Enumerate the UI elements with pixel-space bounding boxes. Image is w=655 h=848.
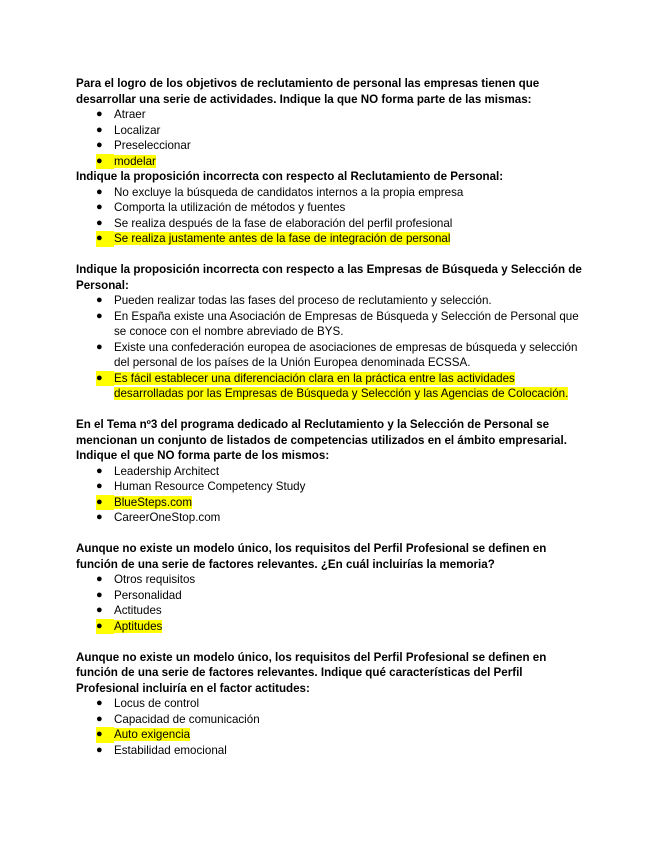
list-item [76, 495, 586, 511]
bullet-icon: ● [96, 231, 114, 247]
option-text: Human Resource Competency Study [114, 480, 306, 493]
option-text: Actitudes [114, 604, 162, 617]
bullet-icon: ● [96, 371, 114, 387]
list-item [76, 572, 586, 588]
option-text: Pueden realizar todas las fases del proceso de reclutamiento y selección. [114, 294, 492, 307]
option-text: Localizar [114, 123, 161, 137]
bullet-icon: ● [96, 340, 103, 353]
list-item [76, 510, 586, 526]
list-item [76, 231, 586, 247]
option-text: Leadership Architect [114, 464, 220, 478]
list-item [76, 464, 586, 480]
list-item [76, 696, 586, 712]
bullet-icon: ● [96, 108, 103, 120]
bullet-icon: ● [96, 154, 114, 170]
bullet-icon: ● [96, 511, 103, 523]
list-item [76, 216, 586, 232]
question-text: Para el logro de los objetivos de reclutamiento de personal las empresas tienen que desarrollar una serie de actividades. Indique la que NO forma parte de las mismas: [76, 77, 540, 106]
bullet-icon: ● [96, 201, 103, 213]
list-item [76, 619, 586, 635]
highlighted-answer: modelar [114, 154, 156, 168]
bullet-icon: ● [96, 309, 103, 322]
bullet-icon: ● [96, 712, 103, 725]
list-item [76, 588, 586, 604]
option-text: Capacidad de comunicación [114, 712, 260, 726]
bullet-icon: ● [96, 185, 103, 198]
option-text: Personalidad [114, 588, 182, 602]
highlighted-answer: BlueSteps.com [114, 495, 192, 509]
question-text: Aunque no existe un modelo único, los requisitos del Perfil Profesional se definen en función de una serie de factores relevantes. ¿En cuál incluirías la memoria? [76, 542, 547, 571]
list-item [76, 340, 586, 371]
option-text: Existe una confederación europea de asociaciones de empresas de búsqueda y selección del personal de los países de la Unión Europea denominada ECSSA. [114, 340, 578, 369]
option-text: CareerOneStop.com [114, 511, 221, 524]
question-text: Indique la proposición incorrecta con respecto a las Empresas de Búsqueda y Selección de Personal: [76, 263, 582, 292]
highlighted-answer: Auto exigencia [114, 728, 191, 741]
options-list [76, 107, 586, 169]
option-text: Otros requisitos [114, 573, 196, 586]
list-item [76, 138, 586, 154]
bullet-icon: ● [96, 588, 103, 601]
bullet-icon: ● [96, 123, 103, 136]
bullet-icon: ● [96, 480, 103, 492]
highlighted-answer: Es fácil establecer una diferenciación clara en la práctica entre las actividades desarrolladas por las Empresas de Búsqueda y Selección y las Agencias de Colocación. [114, 371, 569, 400]
highlighted-answer: Aptitudes [114, 619, 163, 633]
list-item [76, 123, 586, 139]
bullet-icon: ● [96, 743, 103, 756]
list-item [76, 479, 586, 495]
list-item [76, 293, 586, 309]
option-text: Atraer [114, 108, 146, 121]
question-text: En el Tema nº3 del programa dedicado al Reclutamiento y la Selección de Personal se mencionan un conjunto de listados de competencias utilizados en el ámbito empresarial. Indique el que NO forma parte de los mismos: [76, 418, 567, 462]
list-item [76, 712, 586, 728]
option-text: Comporta la utilización de métodos y fuentes [114, 201, 346, 214]
option-text: Locus de control [114, 697, 200, 710]
list-item [76, 185, 586, 201]
option-text: Se realiza después de la fase de elaboración del perfil profesional [114, 216, 453, 230]
option-text: No excluye la búsqueda de candidatos internos a la propia empresa [114, 185, 464, 199]
option-text: En España existe una Asociación de Empresas de Búsqueda y Selección de Personal que se conoce con el nombre abreviado de BYS. [114, 309, 579, 338]
list-item [76, 727, 586, 743]
list-item [76, 154, 586, 170]
question-text: Indique la proposición incorrecta con respecto al Reclutamiento de Personal: [76, 170, 504, 183]
bullet-icon: ● [96, 294, 103, 306]
bullet-icon: ● [96, 727, 114, 743]
list-item [76, 200, 586, 216]
bullet-icon: ● [96, 464, 103, 477]
question-text: Aunque no existe un modelo único, los requisitos del Perfil Profesional se definen en función de una serie de factores relevantes. Indique qué características del Perfil Profesional incluiría en el factor actitudes: [76, 650, 547, 695]
bullet-icon: ● [96, 619, 114, 635]
bullet-icon: ● [96, 139, 103, 151]
options-list [76, 696, 586, 758]
list-item [76, 107, 586, 123]
options-list [76, 464, 586, 526]
options-list [76, 293, 586, 402]
list-item [76, 743, 586, 759]
bullet-icon: ● [96, 697, 103, 709]
bullet-icon: ● [96, 573, 103, 585]
options-list [76, 572, 586, 634]
highlighted-answer: Se realiza justamente antes de la fase de integración de personal [114, 232, 451, 245]
bullet-icon: ● [96, 604, 103, 616]
bullet-icon: ● [96, 216, 103, 229]
list-item [76, 309, 586, 340]
quiz-content [76, 76, 586, 758]
list-item [76, 371, 586, 402]
list-item [76, 603, 586, 619]
options-list [76, 185, 586, 247]
option-text: Estabilidad emocional [114, 743, 227, 757]
bullet-icon: ● [96, 495, 114, 511]
option-text: Preseleccionar [114, 139, 191, 152]
